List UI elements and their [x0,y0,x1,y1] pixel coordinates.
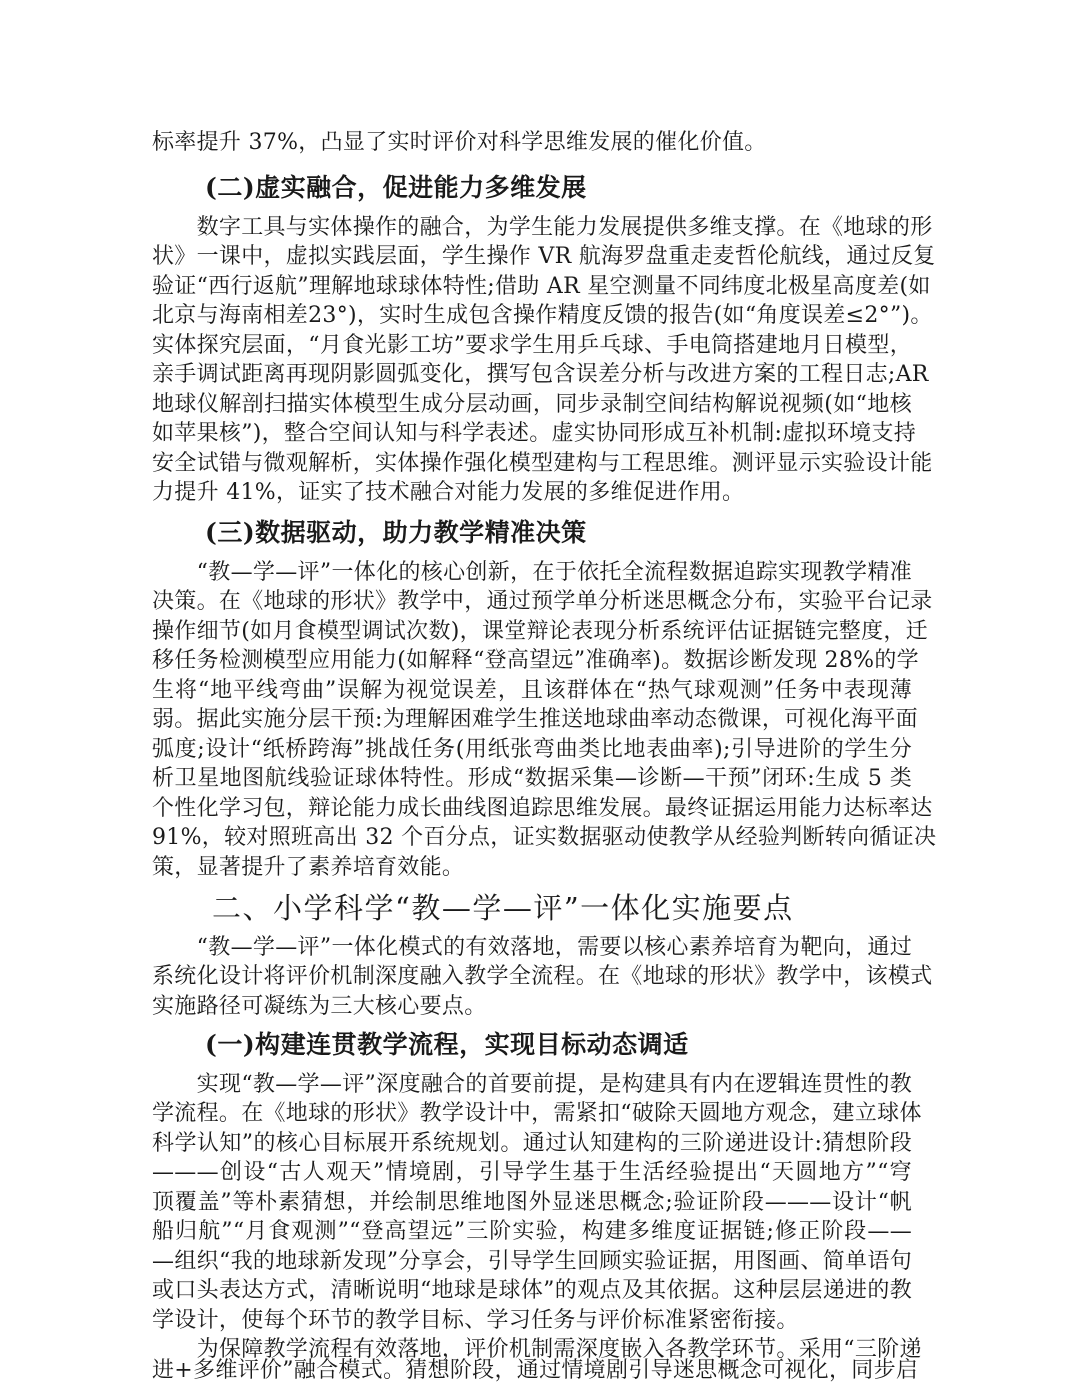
paragraph-line: 如苹果核”)，整合空间认知与科学表述。虚实协同形成互补机制:虚拟环境支持 [152,421,917,446]
section-heading-2: (二)虚实融合，促进能力多维发展 [205,173,587,202]
paragraph-line: 移任务检测模型应用能力(如解释“登高望远”准确率)。数据诊断发现 28%的学 [152,648,919,673]
paragraph-line: 验证“西行返航”理解地球球体特性;借助 AR 星空测量不同纬度北极星高度差(如 [152,274,931,299]
paragraph-line: 学流程。在《地球的形状》教学设计中，需紧扣“破除天圆地方观念，建立球体 [152,1101,922,1126]
paragraph-line: 弧度;设计“纸桥跨海”挑战任务(用纸张弯曲类比地表曲率);引导进阶的学生分 [152,737,912,762]
paragraph-line: 船归航”“月食观测”“登高望远”三阶实验，构建多维度证据链;修正阶段—— [152,1219,912,1244]
paragraph-line: 亲手调试距离再现阴影圆弧变化，撰写包含误差分析与改进方案的工程日志;AR [152,362,929,387]
paragraph-line: 数字工具与实体操作的融合，为学生能力发展提供多维支撑。在《地球的形 [152,215,933,240]
paragraph-line: “教—学—评”一体化的核心创新，在于依托全流程数据追踪实现教学精准 [152,560,912,585]
paragraph-line: 实体探究层面，“月食光影工坊”要求学生用乒乓球、手电筒搭建地月日模型， [152,333,912,358]
paragraph-line: 状》一课中，虚拟实践层面，学生操作 VR 航海罗盘重走麦哲伦航线，通过反复 [152,244,936,269]
paragraph-line: 生将“地平线弯曲”误解为视觉误差，且该群体在“热气球观测”任务中表现薄 [152,678,912,703]
paragraph-line: 地球仪解剖扫描实体模型生成分层动画，同步录制空间结构解说视频(如“地核 [152,392,912,417]
paragraph-line: 北京与海南相差23°)，实时生成包含操作精度反馈的报告(如“角度误差≤2°”)。 [152,303,933,328]
paragraph-line: 实现“教—学—评”深度融合的首要前提，是构建具有内在逻辑连贯性的教 [152,1072,912,1097]
paragraph-line: 实施路径可凝练为三大核心要点。 [152,994,487,1019]
chapter-heading-2: 二、小学科学“教—学—评”一体化实施要点 [212,891,794,925]
paragraph-line: 学设计，使每个环节的教学目标、学习任务与评价标准紧密衔接。 [152,1308,799,1333]
paragraph-line: 或口头表达方式，清晰说明“地球是球体”的观点及其依据。这种层层递进的教 [152,1278,912,1303]
paragraph-line: “教—学—评”一体化模式的有效落地，需要以核心素养培育为靶向，通过 [152,935,912,960]
paragraph-line: 顶覆盖”等朴素猜想，并绘制思维地图外显迷思概念;验证阶段———设计“帆 [152,1190,912,1215]
paragraph-line: —组织“我的地球新发现”分享会，引导学生回顾实验证据，用图画、简单语句 [152,1249,912,1274]
paragraph-line: 弱。据此实施分层干预:为理解困难学生推送地球曲率动态微课，可视化海平面 [152,707,918,732]
section-heading-3: (三)数据驱动，助力教学精准决策 [205,518,587,547]
paragraph-line: 为保障教学流程有效落地，评价机制需深度嵌入各教学环节。采用“三阶递 [152,1337,922,1362]
paragraph-line: ———创设“古人观天”情境剧，引导学生基于生活经验提出“天圆地方”“穹 [152,1160,912,1185]
paragraph-line: 析卫星地图航线验证球体特性。形成“数据采集—诊断—干预”闭环:生成 5 类 [152,766,912,791]
section-heading-1: (一)构建连贯教学流程，实现目标动态调适 [205,1030,689,1059]
line-1: 标率提升 37%，凸显了实时评价对科学思维发展的催化价值。 [152,130,767,155]
paragraph-line: 操作细节(如月食模型调试次数)，课堂辩论表现分析系统评估证据链完整度，迁 [152,619,928,644]
paragraph-line: 策，显著提升了素养培育效能。 [152,855,465,880]
paragraph-line: 系统化设计将评价机制深度融入教学全流程。在《地球的形状》教学中，该模式 [152,964,933,989]
paragraph-line: 决策。在《地球的形状》教学中，通过预学单分析迷思概念分布，实验平台记录 [152,589,933,614]
paragraph-line: 进+多维评价”融合模式。猜想阶段，通过情境剧引导迷思概念可视化，同步启 [152,1358,919,1383]
paragraph-line: 个性化学习包，辩论能力成长曲线图追踪思维发展。最终证据运用能力达标率达 [152,796,933,821]
paragraph-line: 科学认知”的核心目标展开系统规划。通过认知建构的三阶递进设计:猜想阶段 [152,1131,912,1156]
paragraph-line: 力提升 41%，证实了技术融合对能力发展的多维促进作用。 [152,480,745,505]
paragraph-line: 91%，较对照班高出 32 个百分点，证实数据驱动使教学从经验判断转向循证决 [152,825,937,850]
paragraph-line: 安全试错与微观解析，实体操作强化模型建构与工程思维。测评显示实验设计能 [152,451,933,476]
